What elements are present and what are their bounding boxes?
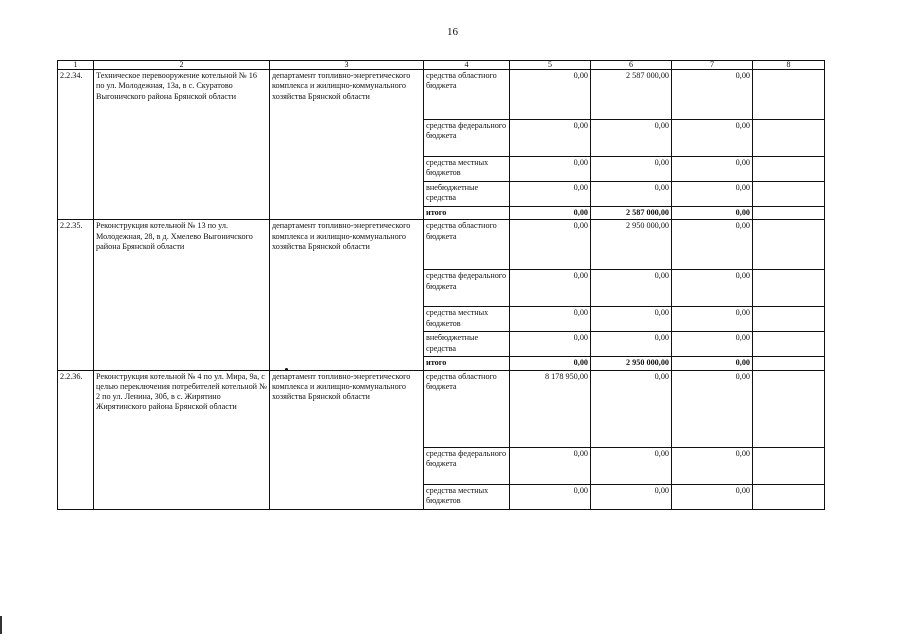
item-executor: департамент топливно-энергетического комплекса и жилищно-коммунального хозяйства Брянской области [270, 220, 424, 370]
header-col-1: 1 [58, 61, 94, 70]
value-col-5: 0,00 [510, 207, 591, 220]
value-col-6: 0,00 [591, 447, 672, 484]
value-col-5: 0,00 [510, 484, 591, 509]
table-row [58, 220, 825, 270]
value-col-6: 0,00 [591, 484, 672, 509]
value-col-7: 0,00 [672, 484, 753, 509]
funding-source: средства федерального бюджета [424, 447, 510, 484]
value-col-7: 0,00 [672, 182, 753, 207]
value-col-8 [753, 332, 825, 357]
value-col-8 [753, 207, 825, 220]
item-executor: департамент топливно-энергетического комплекса и жилищно-коммунального хозяйства Брянской области [270, 370, 424, 509]
value-col-7: 0,00 [672, 120, 753, 157]
funding-source: средства местных бюджетов [424, 307, 510, 332]
value-col-5: 0,00 [510, 120, 591, 157]
item-name: Реконструкция котельной № 13 по ул. Молодежная, 28, в д. Хмелево Выгоничского района Брянской области [94, 220, 270, 370]
value-col-5: 0,00 [510, 357, 591, 370]
value-col-8 [753, 270, 825, 307]
value-col-6: 0,00 [591, 182, 672, 207]
item-name: Техническое перевооружение котельной № 16 по ул. Молодежная, 13а, в с. Скуратово Выгоничского района Брянской области [94, 70, 270, 220]
value-col-7: 0,00 [672, 70, 753, 120]
funding-source: средства местных бюджетов [424, 157, 510, 182]
value-col-5: 0,00 [510, 447, 591, 484]
header-col-7: 7 [672, 61, 753, 70]
value-col-8 [753, 447, 825, 484]
value-col-6: 0,00 [591, 332, 672, 357]
header-col-2: 2 [94, 61, 270, 70]
value-col-8 [753, 484, 825, 509]
header-col-5: 5 [510, 61, 591, 70]
value-col-6: 0,00 [591, 120, 672, 157]
value-col-6: 2 950 000,00 [591, 357, 672, 370]
value-col-5: 0,00 [510, 70, 591, 120]
page-number: 16 [447, 26, 458, 38]
value-col-7: 0,00 [672, 447, 753, 484]
value-col-5: 8 178 950,00 [510, 370, 591, 447]
value-col-8 [753, 157, 825, 182]
value-col-5: 0,00 [510, 270, 591, 307]
value-col-7: 0,00 [672, 370, 753, 447]
funding-source-total: итого [424, 357, 510, 370]
value-col-5: 0,00 [510, 332, 591, 357]
value-col-6: 2 587 000,00 [591, 207, 672, 220]
value-col-6: 0,00 [591, 157, 672, 182]
value-col-8 [753, 220, 825, 270]
item-code: 2.2.36. [58, 370, 94, 509]
funding-source: средства федерального бюджета [424, 270, 510, 307]
item-code: 2.2.35. [58, 220, 94, 370]
item-name: Реконструкция котельной № 4 по ул. Мира, 9а, с целью переключения потребителей котельной № 2 по ул. Ленина, 30б, в с. Жирятино Жирятинского района Брянской области [94, 370, 270, 509]
item-executor: департамент топливно-энергетического комплекса и жилищно-коммунального хозяйства Брянской области [270, 70, 424, 220]
header-col-4: 4 [424, 61, 510, 70]
value-col-6: 0,00 [591, 307, 672, 332]
value-col-5: 0,00 [510, 182, 591, 207]
value-col-5: 0,00 [510, 220, 591, 270]
value-col-8 [753, 120, 825, 157]
budget-table [57, 60, 825, 510]
funding-source: средства областного бюджета [424, 70, 510, 120]
value-col-8 [753, 182, 825, 207]
table-row [58, 70, 825, 120]
value-col-7: 0,00 [672, 270, 753, 307]
funding-source: внебюджетные средства [424, 332, 510, 357]
header-col-3: 3 [270, 61, 424, 70]
value-col-8 [753, 307, 825, 332]
value-col-6: 0,00 [591, 270, 672, 307]
value-col-7: 0,00 [672, 332, 753, 357]
funding-source: средства областного бюджета [424, 370, 510, 447]
value-col-6: 2 950 000,00 [591, 220, 672, 270]
value-col-8 [753, 357, 825, 370]
value-col-8 [753, 370, 825, 447]
item-code: 2.2.34. [58, 70, 94, 220]
value-col-5: 0,00 [510, 307, 591, 332]
funding-source: внебюджетные средства [424, 182, 510, 207]
funding-source: средства местных бюджетов [424, 484, 510, 509]
value-col-7: 0,00 [672, 357, 753, 370]
header-col-8: 8 [753, 61, 825, 70]
value-col-7: 0,00 [672, 207, 753, 220]
scan-edge-mark [0, 616, 2, 634]
value-col-7: 0,00 [672, 220, 753, 270]
value-col-5: 0,00 [510, 157, 591, 182]
scan-dot [285, 368, 288, 371]
funding-source: средства областного бюджета [424, 220, 510, 270]
funding-source-total: итого [424, 207, 510, 220]
header-row [58, 61, 825, 70]
funding-source: средства федерального бюджета [424, 120, 510, 157]
value-col-8 [753, 70, 825, 120]
value-col-7: 0,00 [672, 307, 753, 332]
value-col-6: 2 587 000,00 [591, 70, 672, 120]
table-row [58, 370, 825, 447]
value-col-6: 0,00 [591, 370, 672, 447]
header-col-6: 6 [591, 61, 672, 70]
value-col-7: 0,00 [672, 157, 753, 182]
